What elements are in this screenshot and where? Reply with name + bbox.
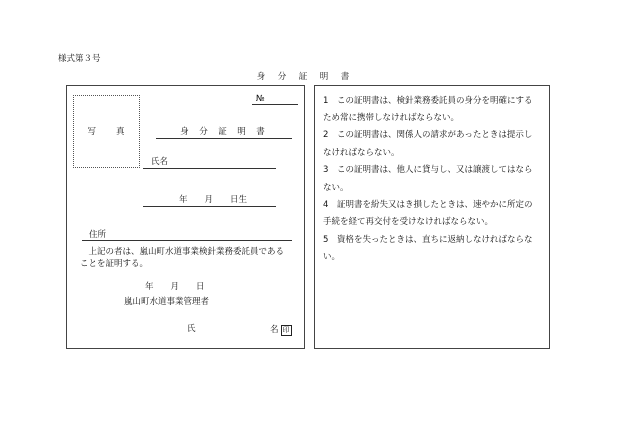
name-line xyxy=(143,168,276,169)
number-label: № xyxy=(256,94,265,104)
address-line xyxy=(82,240,292,241)
photo-area xyxy=(73,95,140,168)
name-label: 氏名 xyxy=(151,157,169,167)
certification-text: 上記の者は、嵐山町水道事業検針業務委託員であることを証明する。 xyxy=(80,247,285,269)
note-number: 5 xyxy=(323,235,329,245)
note-item-4-cont xyxy=(323,218,493,227)
issuer-name-right-text: 名 xyxy=(270,325,279,335)
note-number: 4 xyxy=(323,200,329,210)
note-item-5 xyxy=(323,236,533,245)
issue-date-label: 年 月 日 xyxy=(145,282,205,292)
photo-label: 写 真 xyxy=(87,127,126,137)
note-number: 3 xyxy=(323,165,329,175)
note-line: 手続を経て再交付を受けなければならない。 xyxy=(323,217,494,227)
note-number: 1 xyxy=(323,96,329,106)
document-title: 身 分 証 明 書 xyxy=(256,72,352,82)
note-line: ため常に携帯しなければならない。 xyxy=(323,113,460,123)
note-item-1-cont xyxy=(323,114,459,123)
note-line: この証明書は、関係人の請求があったときは提示し xyxy=(337,130,533,140)
note-item-2-cont xyxy=(323,149,400,158)
number-line xyxy=(252,104,298,105)
note-line: ない。 xyxy=(323,183,349,193)
issuer-name-left: 氏 xyxy=(187,324,196,334)
note-number: 2 xyxy=(323,130,329,140)
address-label: 住所 xyxy=(89,230,107,240)
note-line: なければならない。 xyxy=(323,148,400,158)
issuer-name-right xyxy=(270,325,292,336)
card-title: 身 分 証 明 書 xyxy=(180,127,266,137)
note-item-4 xyxy=(323,201,533,210)
seal-mark: 印 xyxy=(282,326,290,334)
note-item-1 xyxy=(323,97,533,106)
note-line: この証明書は、検針業務委託員の身分を明確にする xyxy=(337,96,533,106)
note-item-3-cont xyxy=(323,184,349,193)
note-item-3 xyxy=(323,166,533,175)
card-title-underline xyxy=(156,138,292,139)
form-number: 様式第３号 xyxy=(58,54,101,64)
note-line: 資格を失ったときは、直ちに返納しなければならな xyxy=(337,235,533,245)
note-line: 証明書を紛失又はき損したときは、速やかに所定の xyxy=(337,200,533,210)
birth-date-line xyxy=(143,206,276,207)
note-item-2 xyxy=(323,131,532,140)
note-line: い。 xyxy=(323,252,341,262)
birth-date-label: 年 月 日生 xyxy=(179,195,248,205)
issuer-title: 嵐山町水道事業管理者 xyxy=(124,297,210,307)
note-item-5-cont xyxy=(323,253,340,262)
note-line: この証明書は、他人に貸与し、又は譲渡してはなら xyxy=(337,165,533,175)
